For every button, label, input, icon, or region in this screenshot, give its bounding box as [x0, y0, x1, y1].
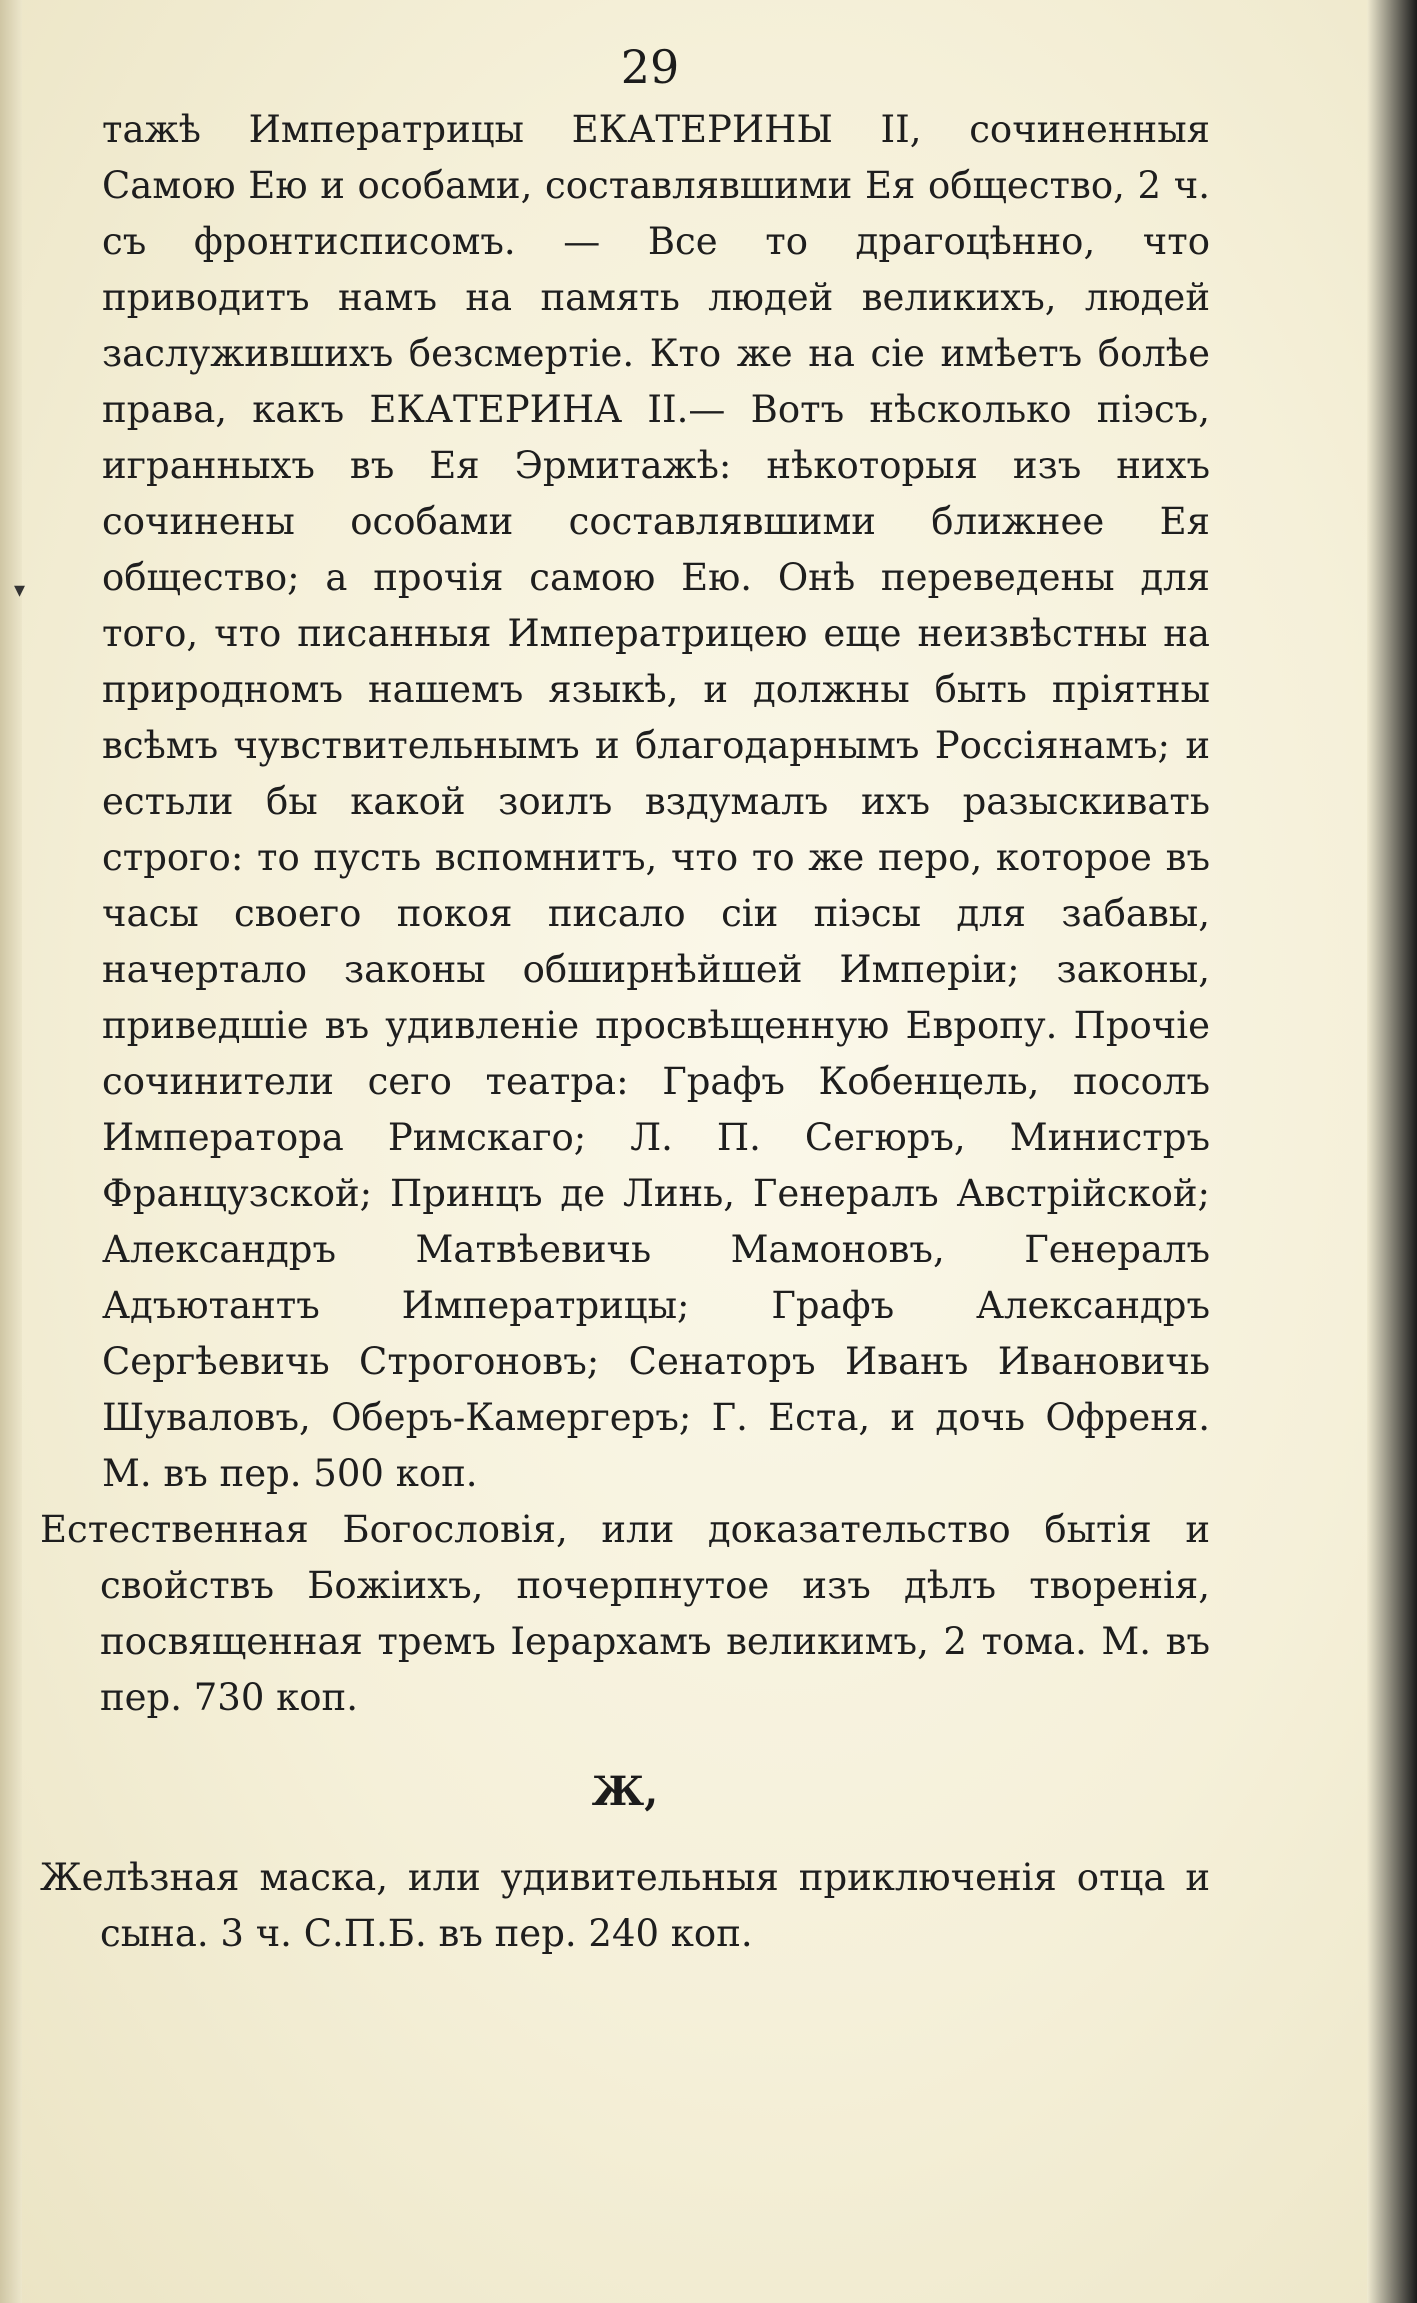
- page-number: 29: [620, 40, 680, 94]
- entry-natural-theology: Естественная Богословія, или доказательство бытія и свойствъ Божіихъ, почерпнутое изъ дѣлъ творенія, посвященная тремъ Іерархамъ великимъ, 2 тома. М. въ пер. 730 коп.: [40, 1508, 1210, 1719]
- entry-iron-mask: Желѣзная маска, или удивительныя приключенія отца и сына. 3 ч. С.П.Б. въ пер. 240 коп.: [40, 1856, 1210, 1955]
- catalog-text: [40, 102, 1210, 1962]
- section-heading: Ж,: [591, 1768, 659, 1815]
- margin-mark: ▾: [14, 578, 26, 603]
- entry-catherine-hermitage: тажѣ Императрицы ЕКАТЕРИНЫ II, сочиненныя Самою Ею и особами, составлявшими Ея общество, 2 ч. съ фронтисписомъ. — Все то драгоцѣнно, что приводитъ намъ на память людей великихъ, людей заслужившихъ безсмертіе. Кто же на сіе имѣетъ болѣе права, какъ ЕКАТЕРИНА II.— Вотъ нѣсколько піэсъ, игранныхъ въ Ея Эрмитажѣ: нѣкоторыя изъ нихъ сочинены особами составлявшими ближнее Ея общество; а прочія самою Ею. Онѣ переведены для того, что писанныя Императрицею еще неизвѣстны на природномъ нашемъ языкѣ, и должны быть пріятны всѣмъ чувствительнымъ и благодарнымъ Россіянамъ; и естьли бы какой зоилъ вздумалъ ихъ разыскивать строго: то пусть вспомнитъ, что то же перо, которое въ часы своего покоя писало сіи піэсы для забавы, начертало законы обширнѣйшей Имперіи; законы, приведшіе въ удивленіе просвѣщенную Европу. Прочіе сочинители сего театра: Графъ Кобенцель, посолъ Императора Римскаго; Л. П. Сегюръ, Министръ Французской; Принцъ де Линь, Генералъ Австрійской; Александръ Матвѣевичь Мамоновъ, Генералъ Адъютантъ Императрицы; Графъ Александръ Сергѣевичь Строгоновъ; Сенаторъ Иванъ Ивановичь Шуваловъ, Оберъ-Камергеръ; Г. Еста, и дочь Офреня. М. въ пер. 500 коп.: [102, 108, 1210, 1495]
- page-left-edge: [0, 0, 22, 2303]
- page-right-edge: [1367, 0, 1417, 2303]
